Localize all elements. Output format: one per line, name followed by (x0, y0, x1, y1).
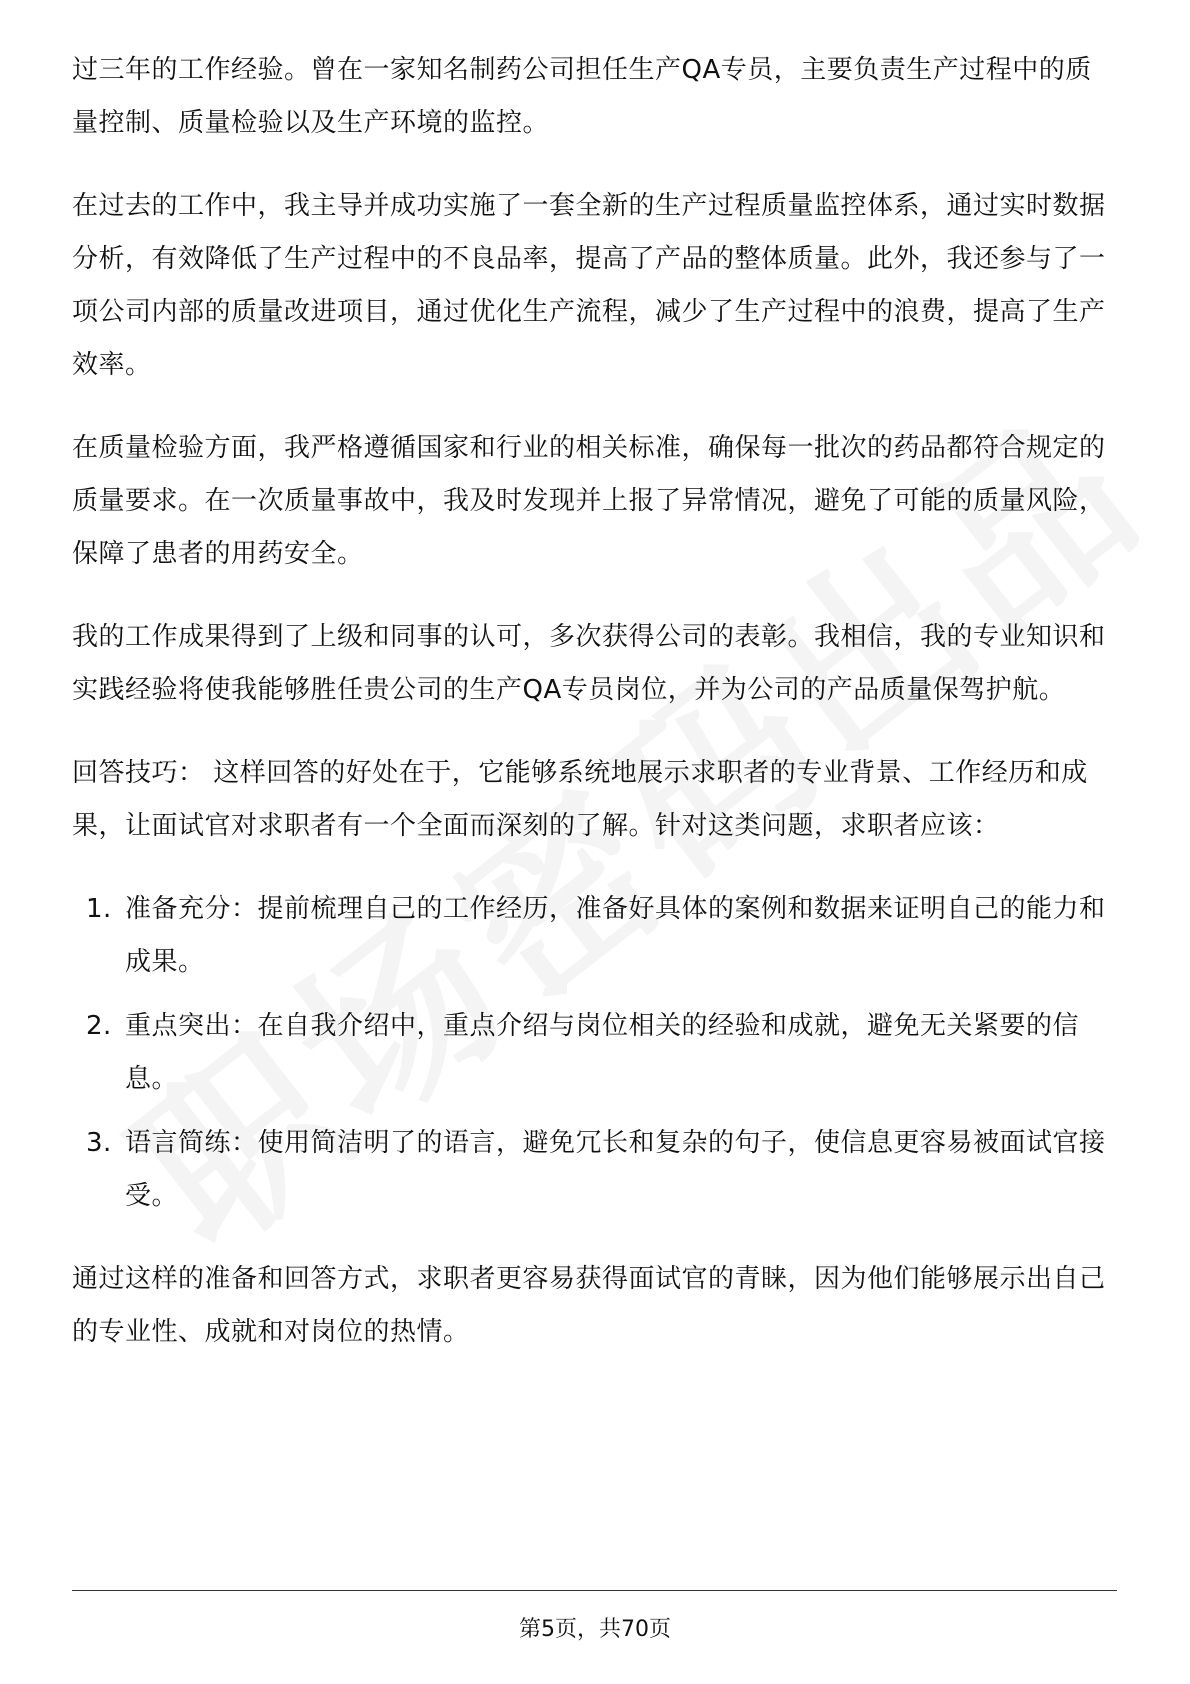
paragraph-quality-system: 在过去的工作中，我主导并成功实施了一套全新的生产过程质量监控体系，通过实时数据分析，有效降低了生产过程中的不良品率，提高了产品的整体质量。此外，我还参与了一项公司内部的质量改进项目，通过优化生产流程，减少了生产过程中的浪费，提高了生产效率。 (72, 191, 1106, 380)
list-item (72, 883, 1117, 989)
list-item-text: 准备充分：提前梳理自己的工作经历，准备好具体的案例和数据来证明自己的能力和成果。 (125, 894, 1106, 977)
paragraph-achievements: 我的工作成果得到了上级和同事的认可，多次获得公司的表彰。我相信，我的专业知识和实践经验将使我能够胜任贵公司的生产QA专员岗位，并为公司的产品质量保驾护航。 (72, 622, 1106, 705)
tips-list (72, 883, 1117, 1223)
paragraph-answer-tips: 回答技巧： 这样回答的好处在于，它能够系统地展示求职者的专业背景、工作经历和成果，让面试官对求职者有一个全面而深刻的了解。针对这类问题，求职者应该： (72, 758, 1088, 841)
list-item-text: 语言简练：使用简洁明了的语言，避免冗长和复杂的句子，使信息更容易被面试官接受。 (125, 1128, 1106, 1211)
paragraph-quality-inspection: 在质量检验方面，我严格遵循国家和行业的相关标准，确保每一批次的药品都符合规定的质量要求。在一次质量事故中，我及时发现并上报了异常情况，避免了可能的质量风险，保障了患者的用药安全。 (72, 433, 1106, 569)
list-item (72, 1000, 1117, 1106)
footer-divider (72, 1590, 1117, 1591)
page-content (72, 44, 1117, 1389)
paragraph-closing: 通过这样的准备和回答方式，求职者更容易获得面试官的青睐，因为他们能够展示出自己的专业性、成就和对岗位的热情。 (72, 1264, 1106, 1347)
paragraph-experience-intro: 过三年的工作经验。曾在一家知名制药公司担任生产QA专员，主要负责生产过程中的质量控制、质量检验以及生产环境的监控。 (72, 55, 1092, 138)
list-item-number: 3. (86, 1128, 112, 1158)
page-number: 第5页，共70页 (519, 1617, 671, 1642)
list-item-number: 2. (86, 1011, 112, 1041)
list-item-text: 重点突出：在自我介绍中，重点介绍与岗位相关的经验和成就，避免无关紧要的信息。 (125, 1011, 1080, 1094)
list-item-number: 1. (86, 894, 112, 924)
list-item (72, 1117, 1117, 1223)
